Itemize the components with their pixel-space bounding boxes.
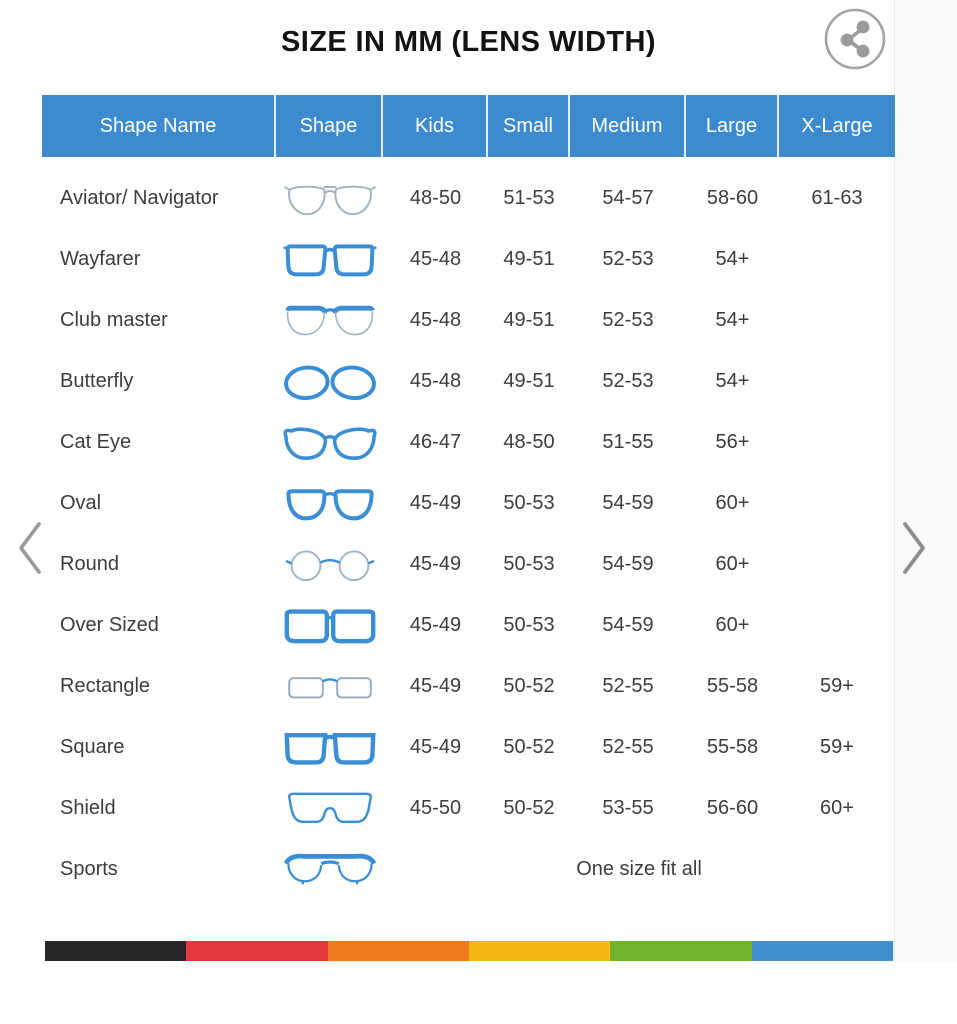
butterfly-glasses-icon: [276, 357, 383, 407]
size-value: 54-59: [602, 492, 654, 514]
stripe-segment: [328, 941, 469, 961]
chevron-left-icon: [8, 516, 52, 580]
shield-glasses-icon: [276, 784, 383, 834]
table-row: [42, 412, 895, 473]
carousel-prev-button[interactable]: [8, 516, 52, 580]
stripe-segment: [186, 941, 327, 961]
column-header-shape: Shape: [276, 95, 383, 157]
size-value: 54+: [715, 370, 750, 392]
size-value: 59+: [820, 675, 854, 697]
size-value: 54-59: [602, 553, 654, 575]
size-value: 49-51: [503, 248, 555, 270]
one-size-fit-all-label: One size fit all: [576, 858, 702, 880]
size-value: 52-53: [602, 309, 654, 331]
size-value: 51-55: [602, 431, 654, 453]
carousel-slide-edge: [894, 0, 957, 962]
shape-name-label: Oval: [60, 492, 102, 514]
shape-name-label: Aviator/ Navigator: [60, 187, 219, 209]
shape-name-label: Wayfarer: [60, 248, 141, 270]
size-value: 48-50: [409, 187, 462, 209]
carousel-next-button[interactable]: [892, 516, 936, 580]
table-row: [42, 717, 895, 778]
column-header-shape-name: Shape Name: [42, 95, 276, 157]
table-row: [42, 839, 895, 900]
size-value: 45-49: [409, 675, 462, 697]
size-value: 54+: [715, 309, 750, 331]
size-value: 52-53: [602, 248, 654, 270]
chevron-right-icon: [892, 516, 936, 580]
column-header-large: Large: [686, 95, 779, 157]
round-glasses-icon: [276, 540, 383, 590]
size-value: 56-60: [706, 797, 759, 819]
size-value: 45-49: [409, 736, 462, 758]
shape-name-label: Cat Eye: [60, 431, 132, 453]
stripe-segment: [45, 941, 186, 961]
stripe-segment: [469, 941, 610, 961]
size-value: 52-53: [602, 370, 654, 392]
size-value: 50-53: [503, 553, 555, 575]
size-value: 50-52: [503, 797, 555, 819]
size-value: 55-58: [706, 736, 759, 758]
table-row: [42, 534, 895, 595]
size-value: 60+: [715, 614, 750, 636]
table-body: [42, 168, 895, 900]
table-row: [42, 656, 895, 717]
shape-name-label: Rectangle: [60, 675, 151, 697]
size-value: 46-47: [409, 431, 462, 453]
size-value: 56+: [715, 431, 750, 453]
column-header-medium: Medium: [570, 95, 686, 157]
table-row: [42, 290, 895, 351]
size-value: 45-48: [409, 370, 462, 392]
shape-name-label: Shield: [60, 797, 116, 819]
size-value: 52-55: [602, 675, 654, 697]
table-row: [42, 351, 895, 412]
shape-name-label: Club master: [60, 309, 168, 331]
size-value: 45-49: [409, 614, 462, 636]
shape-name-label: Butterfly: [60, 370, 134, 392]
page-title: SIZE IN MM (LENS WIDTH): [281, 26, 656, 58]
size-value: 51-53: [503, 187, 555, 209]
size-value: 60+: [820, 797, 854, 819]
size-value: 50-53: [503, 492, 555, 514]
size-value: 55-58: [706, 675, 759, 697]
size-value: 50-52: [503, 736, 555, 758]
size-value: 50-53: [503, 614, 555, 636]
table-row: [42, 595, 895, 656]
size-value: 54-57: [602, 187, 654, 209]
size-value: 49-51: [503, 309, 555, 331]
shape-name-label: Over Sized: [60, 614, 159, 636]
size-value: 48-50: [503, 431, 555, 453]
stripe-segment: [610, 941, 751, 961]
size-value: 45-48: [409, 309, 462, 331]
oval-glasses-icon: [276, 479, 383, 529]
aviator-glasses-icon: [276, 174, 383, 224]
column-header-x-large: X-Large: [801, 114, 873, 137]
stripe-segment: [752, 941, 893, 961]
size-value: 54-59: [602, 614, 654, 636]
oversized-glasses-icon: [276, 601, 383, 651]
cateye-glasses-icon: [276, 418, 383, 468]
shape-name-label: Round: [60, 553, 119, 575]
column-header-kids: Kids: [383, 95, 488, 157]
size-value: 60+: [715, 553, 750, 575]
table-row: [42, 229, 895, 290]
size-value: 61-63: [811, 187, 863, 209]
size-value: 58-60: [706, 187, 759, 209]
size-value: 45-49: [409, 492, 462, 514]
footer-color-stripe: [45, 941, 893, 961]
size-value: 45-49: [409, 553, 462, 575]
wayfarer-glasses-icon: [276, 235, 383, 285]
table-row: [42, 778, 895, 839]
table-row: [42, 473, 895, 534]
share-button[interactable]: [822, 6, 888, 72]
size-value: 45-48: [409, 248, 462, 270]
table-row: [42, 168, 895, 229]
shape-name-label: Square: [60, 736, 125, 758]
size-value: 60+: [715, 492, 750, 514]
column-header-small: Small: [488, 95, 570, 157]
size-value: 45-50: [409, 797, 462, 819]
size-value: 54+: [715, 248, 750, 270]
sports-glasses-icon: [276, 845, 383, 895]
size-value: 59+: [820, 736, 854, 758]
size-value: 53-55: [602, 797, 654, 819]
share-icon: [822, 6, 888, 72]
rectangle-glasses-icon: [276, 662, 383, 712]
table-header-row: [42, 95, 895, 157]
size-value: 52-55: [602, 736, 654, 758]
size-value: 49-51: [503, 370, 555, 392]
clubmaster-glasses-icon: [276, 296, 383, 346]
shape-name-label: Sports: [60, 858, 118, 880]
square-glasses-icon: [276, 723, 383, 773]
size-value: 50-52: [503, 675, 555, 697]
